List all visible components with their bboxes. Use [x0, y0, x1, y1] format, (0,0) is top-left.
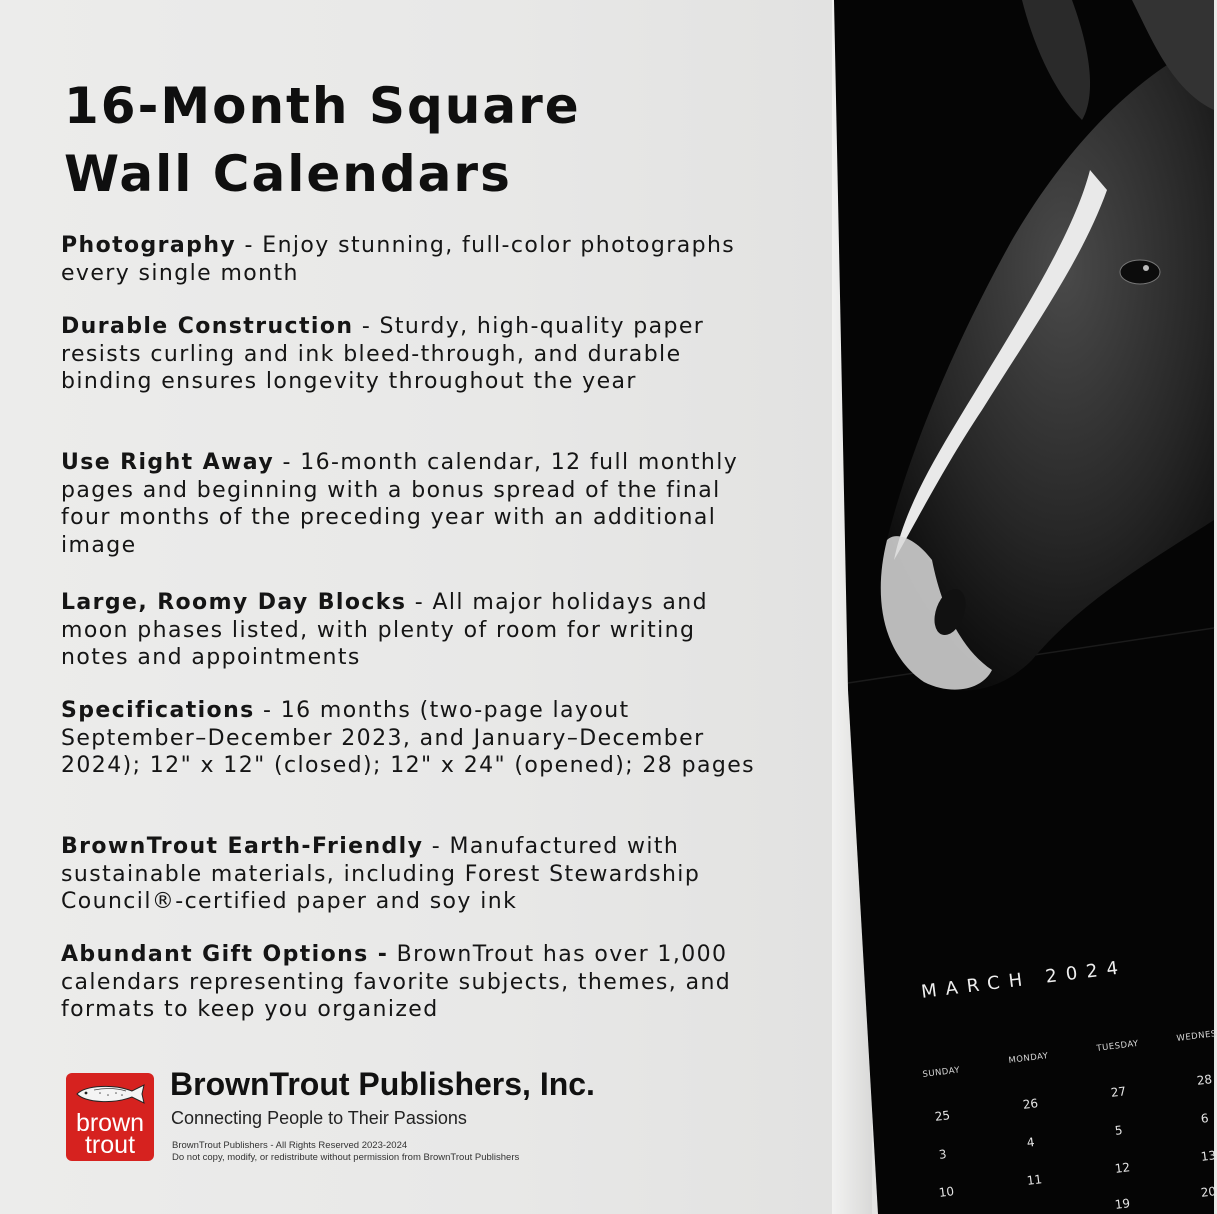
calendar-month-title: MARCH 2024 [920, 956, 1129, 1003]
calendar-day: 25 [934, 1108, 951, 1124]
feature-heading: Durable Construction [61, 314, 354, 339]
calendar-preview [832, 0, 1217, 1214]
title-line-2: Wall Calendars [64, 145, 512, 203]
calendar-day: 12 [1114, 1160, 1131, 1176]
feature-text: - Enjoy stunning, full-color photographs every single month [61, 233, 736, 286]
feature-heading: Photography [61, 233, 237, 258]
feature-earth-friendly [61, 833, 761, 916]
calendar-day: 6 [1200, 1111, 1210, 1126]
logo-word-brown: brown [75, 1109, 145, 1137]
calendar-day: 4 [1026, 1135, 1036, 1150]
calendar-day: 13 [1200, 1148, 1217, 1164]
feature-text: - 16 months (two-page layout September–December 2023, and January–December 2024); 12" x 12" (closed); 12" x 24" (opened); 28 pages [61, 698, 755, 779]
copyright-notice: BrownTrout Publishers - All Rights Reserved 2023-2024 [172, 1140, 408, 1151]
browntrout-logo [66, 1073, 154, 1161]
weekday-label: WEDNES [1176, 1029, 1217, 1044]
redistribution-notice: Do not copy, modify, or redistribute without permission from BrownTrout Publishers [172, 1152, 520, 1163]
logo-word-trout: trout [84, 1131, 136, 1159]
feature-heading: Use Right Away [61, 450, 275, 475]
weekday-label: SUNDAY [922, 1065, 961, 1080]
publisher-tagline: Connecting People to Their Passions [171, 1108, 467, 1128]
page-title [64, 72, 581, 208]
calendar-day: 26 [1022, 1096, 1039, 1112]
feature-text: - 16-month calendar, 12 full monthly pages and beginning with a bonus spread of the final four months of the preceding year with an additional image [61, 450, 739, 559]
feature-photography [61, 232, 761, 287]
feature-heading: BrownTrout Earth-Friendly [61, 834, 424, 859]
feature-durable-construction [61, 313, 761, 396]
trout-fish-icon [74, 1079, 146, 1109]
weekday-label: MONDAY [1008, 1051, 1050, 1066]
calendar-day: 20 [1200, 1184, 1217, 1200]
calendar-day: 28 [1196, 1072, 1213, 1088]
calendar-day: 3 [938, 1147, 948, 1162]
calendar-day: 19 [1114, 1196, 1131, 1212]
publisher-name: BrownTrout Publishers, Inc. [170, 1066, 595, 1102]
feature-heading: Large, Roomy Day Blocks [61, 590, 407, 615]
calendar-grid [832, 0, 1217, 1214]
feature-text: - Sturdy, high-quality paper resists curling and ink bleed-through, and durable binding ensures longevity throughout the year [61, 314, 705, 395]
feature-use-right-away [61, 449, 761, 560]
calendar-day: 27 [1110, 1084, 1127, 1100]
feature-text: - All major holidays and moon phases listed, with plenty of room for writing notes and appointments [61, 590, 708, 671]
feature-day-blocks [61, 589, 761, 672]
calendar-day: 10 [938, 1184, 955, 1200]
weekday-label: TUESDAY [1096, 1038, 1140, 1054]
feature-gift-options [61, 941, 761, 1024]
feature-specifications [61, 697, 761, 780]
title-line-1: 16-Month Square [64, 77, 581, 135]
feature-text: BrownTrout has over 1,000 calendars representing favorite subjects, themes, and formats to keep you organized [61, 942, 732, 1023]
calendar-day: 11 [1026, 1172, 1043, 1188]
feature-heading: Specifications [61, 698, 255, 723]
feature-text: - Manufactured with sustainable materials, including Forest Stewardship Council®-certified paper and soy ink [61, 834, 701, 915]
feature-heading: Abundant Gift Options - [61, 942, 389, 967]
calendar-day: 5 [1114, 1123, 1124, 1138]
